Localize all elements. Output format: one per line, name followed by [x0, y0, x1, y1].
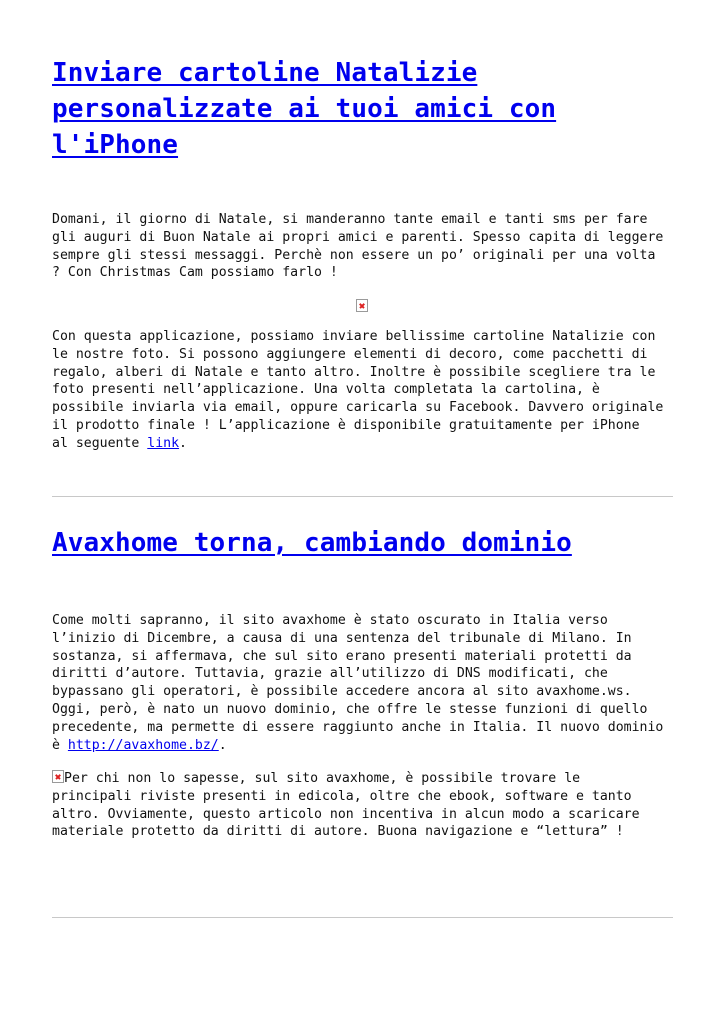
post-2-p1-line-4: diritti d’autore. Tuttavia, grazie all’utilizzo di DNS modificati, che — [52, 666, 608, 682]
post-2-p2-line-1: Per chi non lo sapesse, sul sito avaxhome, è possibile trovare le — [64, 771, 581, 786]
post-2-paragraph-1 — [52, 612, 692, 754]
post-1-p2-line-6: il prodotto finale ! L’applicazione è disponibile gratuitamente per iPhone — [52, 417, 640, 433]
post-1-p2-line-1: Con questa applicazione, possiamo inviare bellissime cartoline Natalizie con — [52, 329, 656, 344]
post-2-p1-line-8-suffix: . — [218, 737, 227, 753]
post-1-p2-line-5: possibile inviarla via email, oppure caricarla su Facebook. Davvero originale — [52, 400, 664, 416]
post-separator-1 — [52, 496, 673, 497]
post-2-p1-line-8-prefix: è — [52, 737, 68, 753]
post-1-p2-line-3: regalo, alberi di Natale e tanto altro. Inoltre è possibile scegliere tra le — [52, 364, 656, 380]
post-1-paragraph-1 — [52, 211, 692, 282]
post-1-title-link[interactable] — [52, 58, 556, 160]
post-2-p2-line-3: altro. Ovviamente, questo articolo non incentiva in alcun modo a scaricare — [52, 806, 640, 822]
post-2-title-link[interactable]: Avaxhome torna, cambiando dominio — [52, 528, 572, 558]
post-2-paragraph-2 — [52, 770, 692, 841]
post-1-p1-line-2: gli auguri di Buon Natale ai propri amici e parenti. Spesso capita di leggere — [52, 229, 664, 245]
post-2-p1-line-7: precedente, ma permette di essere raggiunto anche in Italia. Il nuovo dominio — [52, 719, 664, 735]
post-separator-2 — [52, 917, 673, 918]
broken-image-icon — [52, 770, 64, 783]
post-2-p1-line-6: Oggi, però, è nato un nuovo dominio, che offre le stesse funzioni di quello — [52, 701, 648, 717]
post-2-p2-line-4: materiale protetto da diritti di autore. Buona navigazione e “lettura” ! — [52, 824, 624, 840]
post-1-title-line-2: personalizzate ai tuoi amici con — [52, 94, 557, 124]
post-1-p2-line-4: foto presenti nell’applicazione. Una volta completata la cartolina, è — [52, 382, 600, 398]
post-2-title — [52, 525, 673, 561]
post-1-p1-line-1: Domani, il giorno di Natale, si manderanno tante email e tanti sms per fare — [52, 212, 648, 227]
post-1-p1-line-3: sempre gli stessi messaggi. Perchè non essere un po’ originali per una volta — [52, 247, 656, 263]
post-2-p1-line-5: bypassano gli operatori, è possibile accedere ancora al sito avaxhome.ws. — [52, 684, 632, 700]
avaxhome-link[interactable]: http://avaxhome.bz/ — [67, 737, 219, 753]
post-1-p2-line-7-suffix: . — [179, 435, 187, 451]
post-2-p2-line-2: principali riviste presenti in edicola, oltre che ebook, software e tanto — [52, 788, 632, 804]
post-2-p1-line-2: l’inizio di Dicembre, a causa di una sentenza del tribunale di Milano. In — [52, 630, 632, 646]
post-2-p1-line-1: Come molti sapranno, il sito avaxhome è stato oscurato in Italia verso — [52, 613, 608, 628]
post-1-title-line-3: l'iPhone — [52, 130, 179, 160]
post-1-p1-line-4: ? Con Christmas Cam possiamo farlo ! — [52, 265, 338, 281]
post-1-title-line-1: Inviare cartoline Natalizie — [52, 58, 478, 88]
post-1-title — [52, 55, 673, 163]
post-1-link[interactable]: link — [147, 435, 180, 451]
post-1-p2-line-7-prefix: al seguente — [52, 435, 148, 451]
post-1-paragraph-2 — [52, 328, 692, 453]
post-2-p1-line-3: sostanza, si affermava, che sul sito erano presenti materiali protetti da — [52, 648, 632, 664]
post-1-p2-line-2: le nostre foto. Si possono aggiungere elementi di decoro, come pacchetti di — [52, 346, 648, 362]
broken-image-icon — [356, 299, 368, 312]
